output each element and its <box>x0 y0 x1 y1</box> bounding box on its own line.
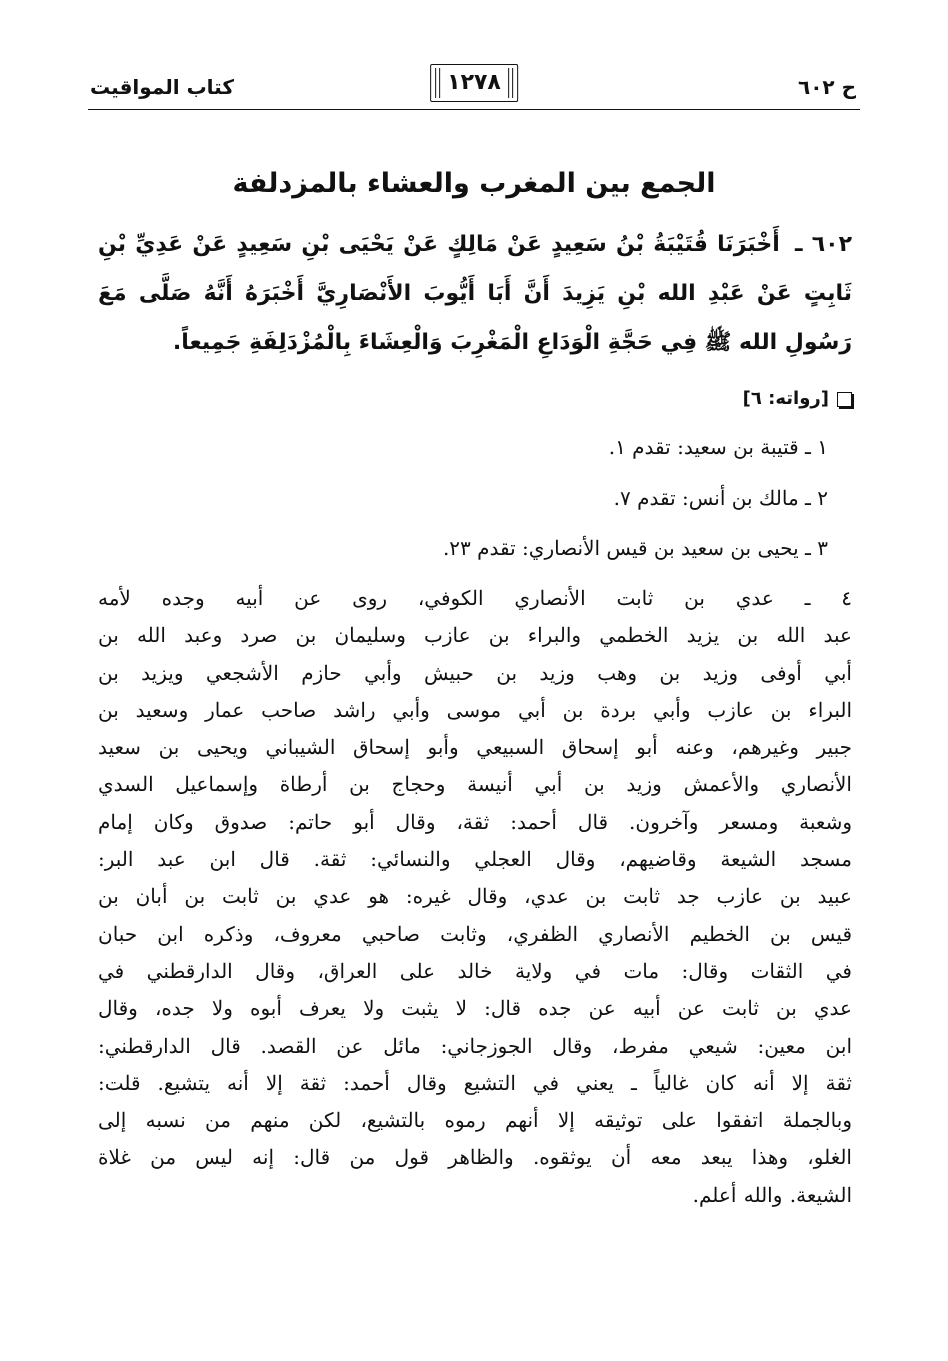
biography-line: عدي بن ثابت عن أبيه عن جده قال: لا يثبت ولا يعرف أبوه ولا جده، وقال <box>98 996 852 1021</box>
biography-line: مسجد الشيعة وقاضيهم، وقال العجلي والنسائي: ثقة. قال ابن عبد البر: <box>98 847 852 872</box>
page-header <box>88 58 860 110</box>
page-number-box: ١٢٧٨ <box>430 64 518 102</box>
biography-line: وبالجملة اتفقوا على توثيقه إلا أنهم رموه بالتشيع، لكن منهم من نسبه إلى <box>98 1108 852 1133</box>
biography-line: ٤ ـ عدي بن ثابت الأنصاري الكوفي، روى عن أبيه وجده لأمه <box>98 586 852 610</box>
narrators-heading-label: [رواته: ٦] <box>742 388 829 409</box>
narrator-line: ٢ ـ مالك بن أنس: تقدم ٧. <box>613 486 828 510</box>
hadith-text <box>98 220 852 367</box>
hadith-range-label: ح ٦٠٢ <box>797 75 856 99</box>
biography-line: عبيد بن عازب جد ثابت بن عدي، وقال غيره: هو عدي بن ثابت بن أبان بن <box>98 884 852 909</box>
biography-line: الغلو، وهذا يبعد معه أن يوثقوه. والظاهر قول من قال: إنه ليس من غلاة <box>98 1145 852 1170</box>
biography-line: ثقة إلا أنه كان غالياً ـ يعني في التشيع وقال أحمد: ثقة إلا أنه يتشيع. قلت: <box>98 1070 853 1095</box>
biography-line: الشيعة. والله أعلم. <box>692 1182 852 1207</box>
biography-line: وشعبة ومسعر وآخرون. قال أحمد: ثقة، وقال أبو حاتم: صدوق وكان إمام <box>98 809 852 834</box>
biography-line: في الثقات وقال: مات في ولاية خالد على العراق، وقال الدارقطني في <box>98 958 852 983</box>
hadith-number: ٦٠٢ ـ <box>794 232 853 257</box>
header-divider <box>88 109 860 110</box>
biography-line: الأنصاري والأعمش وزيد بن أبي أنيسة وحجاج بن أرطاة وإسماعيل السدي <box>98 772 852 797</box>
chapter-title: الجمع بين المغرب والعشاء بالمزدلفة <box>232 168 716 199</box>
hadith-body: أَخْبَرَنَا قُتَيْبَةُ بْنُ سَعِيدٍ عَنْ مَالِكٍ عَنْ يَحْيَى بْنِ سَعِيدٍ عَنْ عَدِيِّ بْنِ ثَابِتٍ عَنْ عَبْدِ الله بْنِ يَزِيدَ أَنَّ أَبَا أَيُّوبَ الأَنْصَارِيَّ أَخْبَرَهُ أَنَّهُ صَلَّى مَعَ رَسُولِ الله ﷺ فِي حَجَّةِ الْوَدَاعِ الْمَغْرِبَ وَالْعِشَاءَ بِالْمُزْدَلِفَةِ جَمِيعاً. <box>98 232 852 355</box>
biography-line: ابن معين: شيعي مفرط، وقال الجوزجاني: مائل عن القصد. قال الدارقطني: <box>98 1033 852 1058</box>
narrator-line: ١ ـ قتيبة بن سعيد: تقدم ١. <box>608 435 828 459</box>
biography-line: قيس بن الخطيم الأنصاري الظفري، وثابت صاحبي معروف، وذكره ابن حبان <box>98 921 852 946</box>
narrator-biography <box>98 580 852 1214</box>
biography-line: أبي أوفى وزيد بن وهب وزيد بن حبيش وأبي حازم الأشجعي ويزيد بن <box>98 660 852 685</box>
book-title: كتاب المواقيت <box>90 75 234 99</box>
narrators-heading <box>743 384 852 414</box>
biography-line: جبير وغيرهم، وعنه أبو إسحاق السبيعي وأبو إسحاق الشيباني ويحيى بن سعيد <box>98 735 852 760</box>
narrator-line: ٣ ـ يحيى بن سعيد بن قيس الأنصاري: تقدم ٢٣. <box>442 536 828 560</box>
biography-line: البراء بن عازب وأبي بردة بن أبي موسى وأبي راشد صاحب عمار وسعيد بن <box>98 697 852 722</box>
square-bullet-icon <box>837 392 852 407</box>
biography-line: عبد الله بن يزيد الخطمي والبراء بن عازب وسليمان بن صرد وعبد الله بن <box>98 623 852 648</box>
